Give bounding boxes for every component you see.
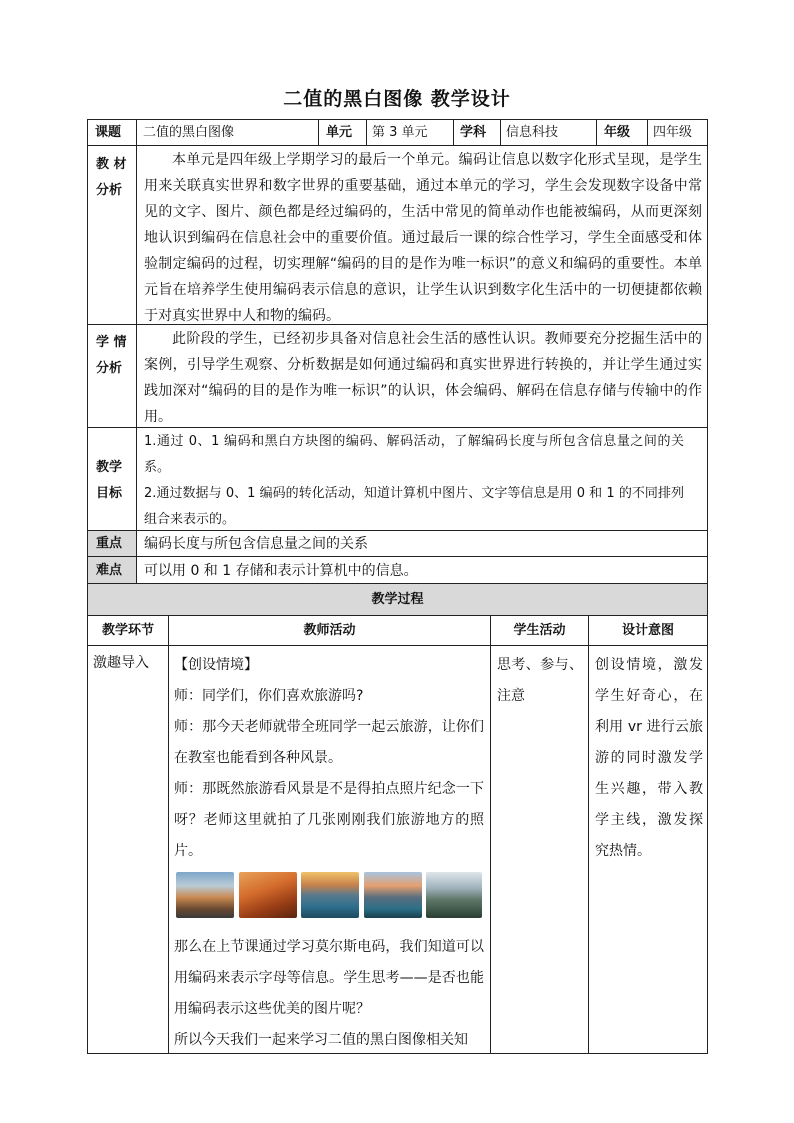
topic-value: 二值的黑白图像 (143, 125, 235, 140)
col-header-stage: 教学环节 (101, 623, 154, 638)
col-header-teacher: 教师活动 (303, 623, 356, 638)
student-label (96, 330, 127, 382)
col-divider (366, 119, 367, 145)
grade-label: 年级 (604, 125, 631, 140)
student-analysis-text (144, 326, 702, 430)
unit-label: 单元 (326, 125, 353, 140)
row-divider (87, 615, 708, 616)
grade-value: 四年级 (653, 125, 693, 140)
material-analysis-paragraph: 本单元是四年级上学期学习的最后一个单元。编码让信息以数字化形式呈现，是学生用来关联真实世界和数字世界的重要基础，通过本单元的学习，学生会发现数字设备中常见的文字、图片、颜色都是经过编码的，生活中常见的简单动作也能被编码，从而更深刻地认识到编码在信息社会中的重要价值。通过最后一课的综合性学习，学生全面感受和体验制定编码的过程，切实理解“编码的目的是作为唯一标识”的意义和编码的重要性。本单元旨在培养学生使用编码表示信息的意识，让学生认识到数字化生活中的一切便捷都依赖于对真实世界中人和物的编码。 (144, 152, 702, 324)
row-divider (87, 556, 708, 557)
difficult-point-text: 可以用 0 和 1 存储和表示计算机中的信息。 (144, 563, 418, 579)
snow-peaks-photo (426, 872, 482, 918)
key-point-label: 重点 (96, 536, 123, 551)
material-label-line: 分析 (96, 183, 123, 198)
row-divider (87, 145, 708, 146)
key-point-text: 编码长度与所包含信息量之间的关系 (144, 536, 368, 552)
sand-dunes-photo (239, 872, 297, 918)
col-header-intent: 设计意图 (621, 623, 674, 638)
design-intent: 创设情境，激发学生好奇心，在利用 vr 进行云旅游的同时激发学生兴趣，带入教学主线，激发探究热情。 (595, 657, 703, 859)
col-divider (596, 119, 597, 145)
teaching-goals (144, 429, 684, 533)
teacher-line: 所以今天我们一起来学习二值的黑白图像相关知 (174, 1032, 468, 1048)
student-activity: 思考、参与、注意 (497, 657, 583, 704)
stage-name: 激趣导入 (93, 655, 149, 671)
col-divider (588, 615, 589, 1054)
teacher-line: 师：那既然旅游看风景是不是得拍点照片纪念一下呀？老师这里就拍了几张刚刚我们旅游地方的照片。 (174, 781, 484, 859)
difficult-point-label: 难点 (96, 563, 123, 578)
goal-label-line: 教学 (96, 460, 123, 475)
subject-value: 信息科技 (506, 125, 559, 140)
col-divider (490, 615, 491, 1054)
teacher-activity (174, 650, 484, 867)
goal-label-line: 目标 (96, 486, 123, 501)
col-divider (318, 119, 319, 145)
mountain-lake-photo (301, 872, 359, 918)
row-divider (87, 645, 708, 646)
teacher-line: 师：同学们，你们喜欢旅游吗? (174, 688, 364, 704)
unit-value: 第 3 单元 (372, 125, 428, 140)
subject-label: 学科 (460, 125, 487, 140)
col-divider (647, 119, 648, 145)
material-label-line: 教 材 (96, 157, 127, 172)
goal-item: 2.通过数据与 0、1 编码的转化活动，知道计算机中图片、文字等信息是用 0 和 1 的不同排列组合来表示的。 (144, 486, 684, 527)
lake-mountains-photo (364, 872, 422, 918)
col-divider (453, 119, 454, 145)
topic-label: 课题 (95, 125, 122, 140)
material-analysis-text (144, 147, 702, 329)
col-header-student: 学生活动 (513, 623, 566, 638)
col-divider (136, 119, 137, 583)
goal-label (96, 455, 122, 507)
teacher-activity-continued (174, 932, 484, 1056)
document-title: 二值的黑白图像 教学设计 (283, 88, 511, 110)
student-label-line: 分析 (96, 361, 123, 376)
student-label-line: 学 情 (96, 335, 127, 350)
teacher-line: 那么在上节课通过学习莫尔斯电码，我们知道可以用编码来表示字母等信息。学生思考——是否也能用编码表示这些优美的图片呢？ (174, 939, 484, 1017)
col-divider (500, 119, 501, 145)
desert-road-photo (176, 872, 234, 918)
teacher-line: 【创设情境】 (174, 657, 258, 673)
col-divider (168, 615, 169, 1054)
student-analysis-paragraph: 此阶段的学生，已经初步具备对信息社会生活的感性认识。教师要充分挖掘生活中的案例，引导学生观察、分析数据是如何通过编码和真实世界进行转换的，并让学生通过实践加深对“编码的目的是作为唯一标识”的认识，体会编码、解码在信息存储与传输中的作用。 (144, 331, 702, 425)
material-label (96, 152, 127, 204)
process-header: 教学过程 (371, 592, 424, 607)
teacher-line: 师：那今天老师就带全班同学一起云旅游，让你们在教室也能看到各种风景。 (174, 719, 484, 766)
goal-item: 1.通过 0、1 编码和黑白方块图的编码、解码活动，了解编码长度与所包含信息量之间的关系。 (144, 434, 684, 475)
